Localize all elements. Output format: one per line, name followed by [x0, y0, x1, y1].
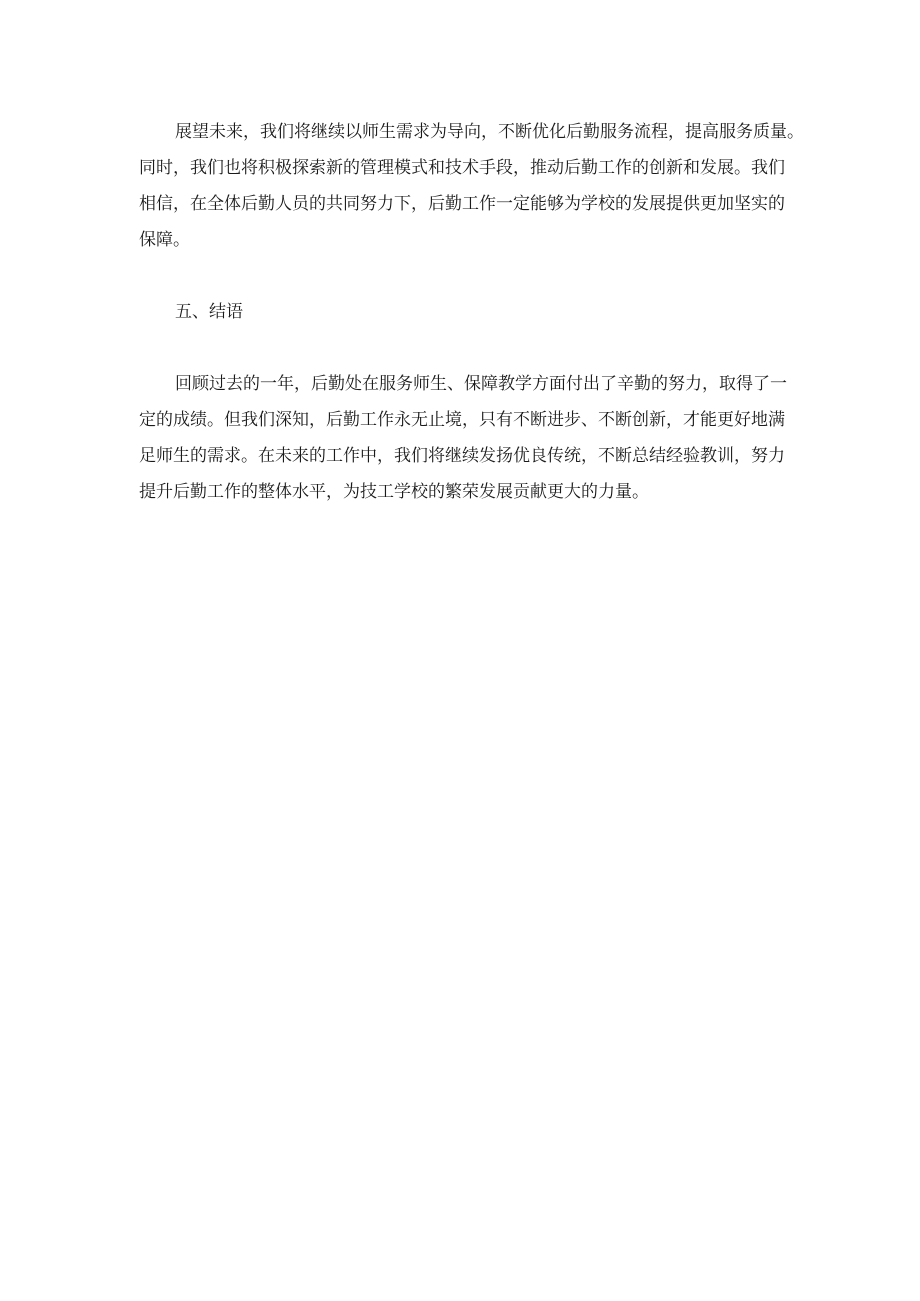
paragraph-line: 展望未来，我们将继续以师生需求为导向，不断优化后勤服务流程，提高服务质量。	[175, 122, 804, 142]
paragraph-line: 足师生的需求。在未来的工作中，我们将继续发扬优良传统，不断总结经验教训，努力	[139, 446, 785, 466]
paragraph-conclusion	[139, 366, 809, 510]
paragraph-line: 同时，我们也将积极探索新的管理模式和技术手段，推动后勤工作的创新和发展。我们	[139, 158, 785, 178]
document-body	[139, 114, 809, 510]
paragraph-outlook	[139, 114, 809, 258]
paragraph-line: 回顾过去的一年，后勤处在服务师生、保障教学方面付出了辛勤的努力，取得了一	[175, 374, 787, 394]
paragraph-line: 保障。	[139, 230, 190, 250]
paragraph-line: 提升后勤工作的整体水平，为技工学校的繁荣发展贡献更大的力量。	[139, 482, 649, 502]
section-heading: 五、结语	[175, 302, 243, 322]
paragraph-line: 相信，在全体后勤人员的共同努力下，后勤工作一定能够为学校的发展提供更加坚实的	[139, 194, 785, 214]
paragraph-line: 定的成绩。但我们深知，后勤工作永无止境，只有不断进步、不断创新，才能更好地满	[139, 410, 785, 430]
